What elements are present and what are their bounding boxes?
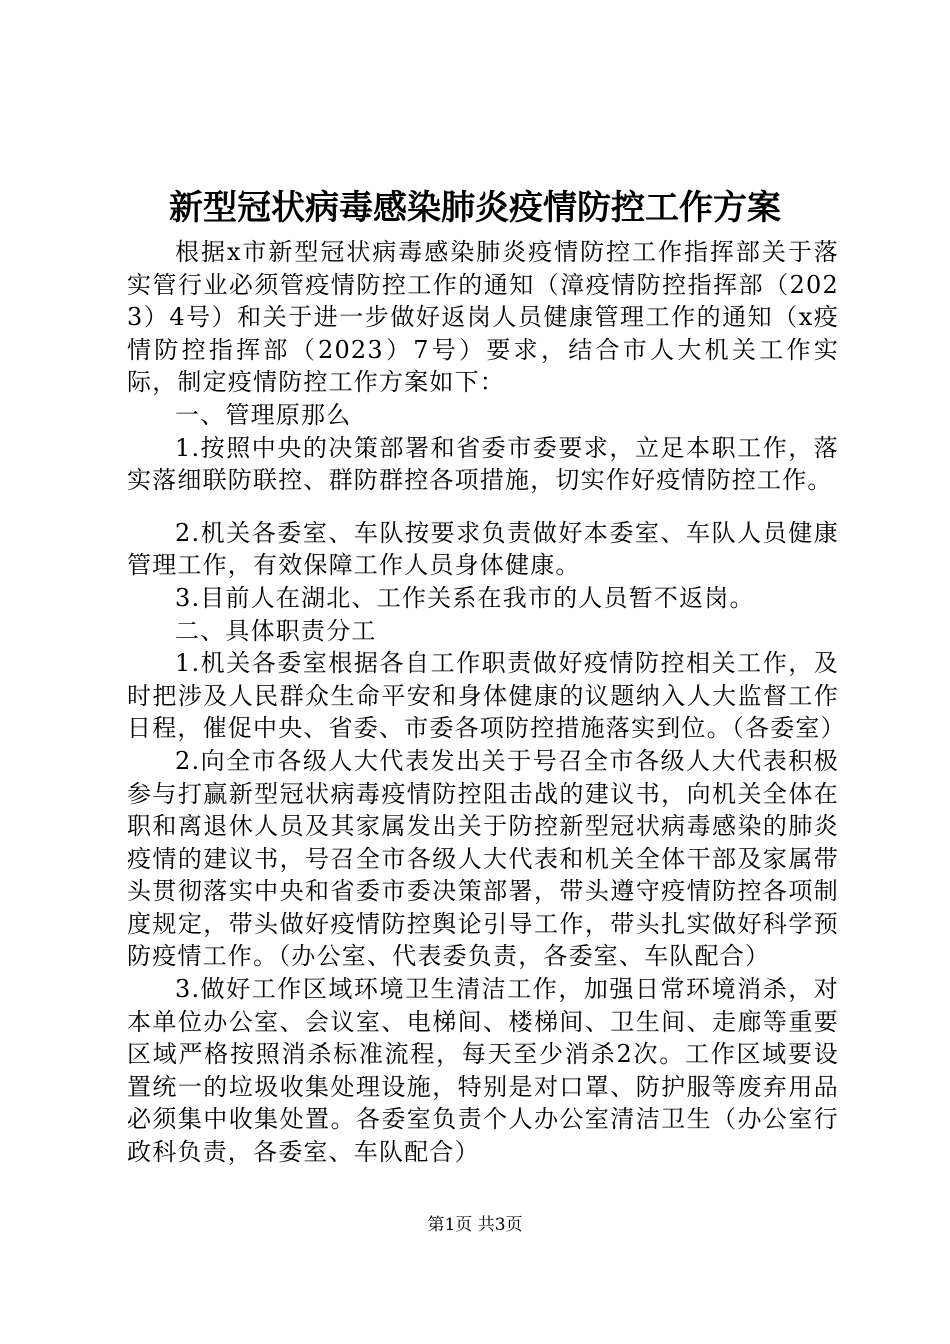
section2-item-3: 3.做好工作区域环境卫生清洁工作，加强日常环境消杀，对本单位办公室、会议室、电梯间、楼梯间、卫生间、走廊等重要区域严格按照消杀标准流程，每天至少消杀2次。工作区域要设置统一的垃圾收集处理设施，特别是对口罩、防护服等废弃用品必须集中收集处置。各委室负责个人办公室清洁卫生（办公室行政科负责，各委室、车队配合） bbox=[127, 975, 839, 1167]
paragraph-gap bbox=[127, 497, 839, 517]
document-body bbox=[127, 236, 846, 1169]
document-title: 新型冠状病毒感染肺炎疫情防控工作方案 bbox=[169, 188, 781, 228]
page-footer: 第1页 共3页 bbox=[427, 1215, 523, 1235]
section2-item-1: 1.机关各委室根据各自工作职责做好疫情防控相关工作，及时把涉及人民群众生命平安和身体健康的议题纳入人大监督工作日程，催促中央、省委、市委各项防控措施落实到位。（各委室） bbox=[127, 649, 846, 743]
section2-item-2: 2.向全市各级人大代表发出关于号召全市各级人大代表积极参与打赢新型冠状病毒疫情防控阻击战的建议书，向机关全体在职和离退休人员及其家属发出关于防控新型冠状病毒感染的肺炎疫情的建议书，号召全市各级人大代表和机关全体干部及家属带头贯彻落实中央和省委市委决策部署，带头遵守疫情防控各项制度规定，带头做好疫情防控舆论引导工作，带头扎实做好科学预防疫情工作。（办公室、代表委负责，各委室、车队配合） bbox=[127, 746, 839, 971]
section1-item-3: 3.目前人在湖北、工作关系在我市的人员暂不返岗。 bbox=[175, 583, 755, 612]
section-heading-2: 二、具体职责分工 bbox=[175, 616, 377, 645]
section1-item-1: 1.按照中央的决策部署和省委市委要求，立足本职工作，落实落细联防联控、群防群控各项措施，切实作好疫情防控工作。 bbox=[127, 433, 839, 495]
intro-paragraph: 根据x市新型冠状病毒感染肺炎疫情防控工作指挥部关于落实管行业必须管疫情防控工作的通知（漳疫情防控指挥部（2023）4号）和关于进一步做好返岗人员健康管理工作的通知（x疫情防控指挥部（2023）7号）要求，结合市人大机关工作实际，制定疫情防控工作方案如下： bbox=[127, 238, 839, 397]
section1-item-2: 2.机关各委室、车队按要求负责做好本委室、车队人员健康管理工作，有效保障工作人员身体健康。 bbox=[127, 518, 839, 580]
section-heading-1: 一、管理原那么 bbox=[175, 400, 352, 429]
